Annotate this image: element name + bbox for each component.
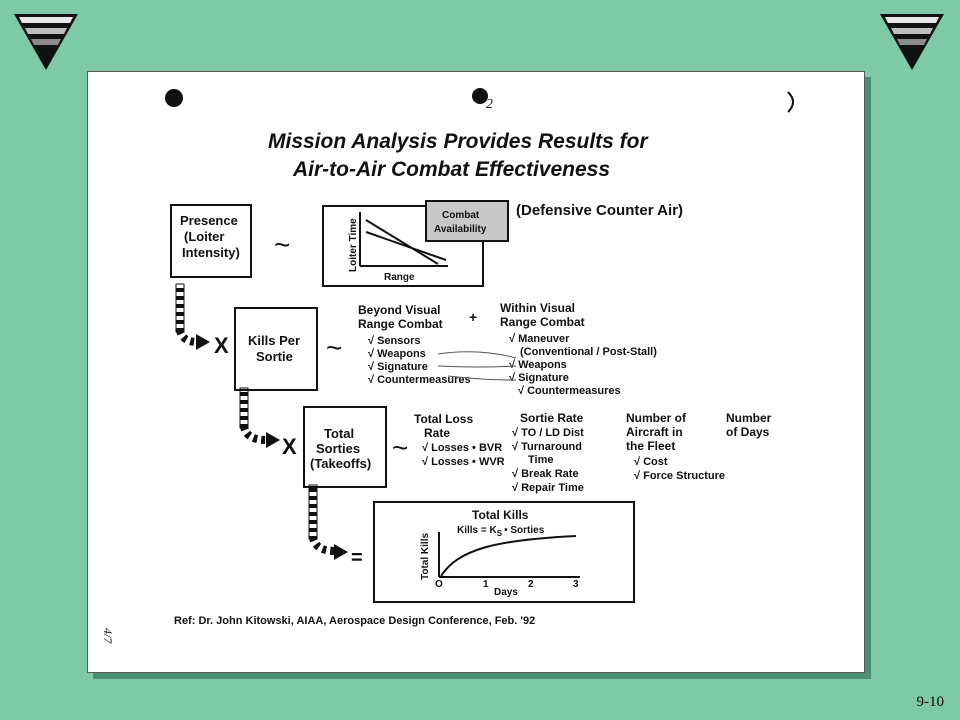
connector-1-curve — [180, 330, 198, 342]
operator-equals: = — [351, 547, 363, 569]
wvr-item-3: √ Weapons — [509, 359, 567, 371]
loiter-xlabel: Range — [384, 272, 415, 283]
sorties-line-3: (Takeoffs) — [310, 456, 372, 471]
bvr-heading-1: Beyond Visual — [358, 303, 441, 317]
link-stroke — [438, 352, 516, 358]
wvr-heading-1: Within Visual — [500, 301, 576, 315]
tilde-3: ~ — [392, 432, 409, 463]
arrow-2 — [266, 432, 280, 448]
bvr-item-1: √ Sensors — [368, 335, 421, 347]
kills-curve — [441, 536, 576, 576]
formula-sub: S — [496, 529, 503, 538]
bvr-item-4: √ Countermeasures — [368, 374, 471, 386]
tick-1: 1 — [483, 579, 489, 590]
presence-line-1: Presence — [180, 213, 238, 228]
kills-ylabel: Total Kills — [420, 532, 431, 580]
sortie-rate-item-5: √ Repair Time — [512, 482, 584, 494]
sortie-rate-heading: Sortie Rate — [520, 411, 584, 425]
days-heading-2: of Days — [726, 425, 770, 439]
tick-2: 2 — [528, 579, 534, 590]
sortie-rate-item-1: √ TO / LD Dist — [512, 427, 584, 439]
wvr-item-5: √ Countermeasures — [518, 385, 621, 397]
operator-x-1: X — [214, 333, 229, 358]
funnel-icon-right — [880, 14, 944, 70]
kills-xlabel: Days — [494, 587, 518, 598]
sortie-rate-item-4: √ Break Rate — [512, 468, 579, 480]
aircraft-item-2: √ Force Structure — [634, 470, 726, 482]
sorties-line-1: Total — [324, 426, 355, 441]
kps-line-2: Sortie — [256, 349, 293, 364]
kills-formula — [457, 525, 545, 538]
funnel-icon-left — [14, 14, 78, 70]
loss-item-1: √ Losses • BVR — [422, 442, 503, 454]
bvr-item-2: √ Weapons — [368, 348, 426, 360]
combat-availability-callout — [426, 201, 508, 241]
loss-heading-1: Total Loss — [414, 412, 474, 426]
connector-3-vertical — [309, 485, 317, 539]
diagram-canvas — [88, 72, 866, 674]
connector-3-curve — [313, 537, 335, 551]
punch-hole — [165, 89, 183, 107]
punch-hole-mark — [788, 92, 793, 112]
defensive-counter-air: (Defensive Counter Air) — [516, 202, 683, 219]
wvr-item-4: √ Signature — [509, 372, 569, 384]
tilde-2: ~ — [326, 332, 343, 363]
tick-0: O — [435, 579, 443, 590]
margin-note: 4/7 — [101, 628, 115, 644]
formula-a: Kills = K — [457, 525, 497, 536]
wvr-item-2: (Conventional / Post-Stall) — [520, 346, 657, 358]
scanned-slide — [87, 71, 865, 673]
aircraft-heading-2: Aircraft in — [626, 425, 683, 439]
reference: Ref: Dr. John Kitowski, AIAA, Aerospace Design Conference, Feb. '92 — [174, 615, 536, 627]
page-mark: 2 — [486, 97, 493, 112]
tilde-1: ~ — [274, 229, 291, 260]
wvr-heading-2: Range Combat — [500, 315, 585, 329]
bvr-heading-2: Range Combat — [358, 317, 443, 331]
wvr-item-1: √ Maneuver — [509, 333, 570, 345]
presence-line-3: Intensity) — [182, 245, 240, 260]
connector-1-vertical — [176, 284, 184, 332]
link-stroke — [438, 366, 516, 367]
tick-3: 3 — [573, 579, 579, 590]
operator-x-2: X — [282, 434, 297, 459]
sortie-rate-item-2: √ Turnaround — [512, 441, 582, 453]
arrow-1 — [196, 334, 210, 350]
connector-2-vertical — [240, 388, 248, 428]
connector-2-curve — [244, 426, 266, 440]
title-line-1: Mission Analysis Provides Results for — [268, 130, 648, 153]
page-number: 9-10 — [916, 694, 944, 710]
plus-sign: + — [469, 309, 478, 325]
arrow-3 — [334, 544, 348, 560]
formula-b: • Sorties — [504, 525, 545, 536]
callout-line-1: Combat — [442, 210, 480, 221]
loss-item-2: √ Losses • WVR — [422, 456, 505, 468]
kps-line-1: Kills Per — [248, 333, 301, 348]
sorties-line-2: Sorties — [316, 441, 361, 456]
presence-line-2: (Loiter — [184, 229, 225, 244]
callout-line-2: Availability — [434, 224, 487, 235]
loiter-ylabel: Loiter Time — [348, 218, 359, 272]
title-line-2: Air-to-Air Combat Effectiveness — [293, 158, 611, 181]
loss-heading-2: Rate — [424, 426, 451, 440]
bvr-item-3: √ Signature — [368, 361, 428, 373]
aircraft-item-1: √ Cost — [634, 456, 668, 468]
aircraft-heading-1: Number of — [626, 411, 686, 425]
days-heading-1: Number — [726, 411, 772, 425]
aircraft-heading-3: the Fleet — [626, 439, 676, 453]
kills-chart-title: Total Kills — [472, 508, 529, 522]
sortie-rate-item-3: Time — [528, 454, 554, 466]
